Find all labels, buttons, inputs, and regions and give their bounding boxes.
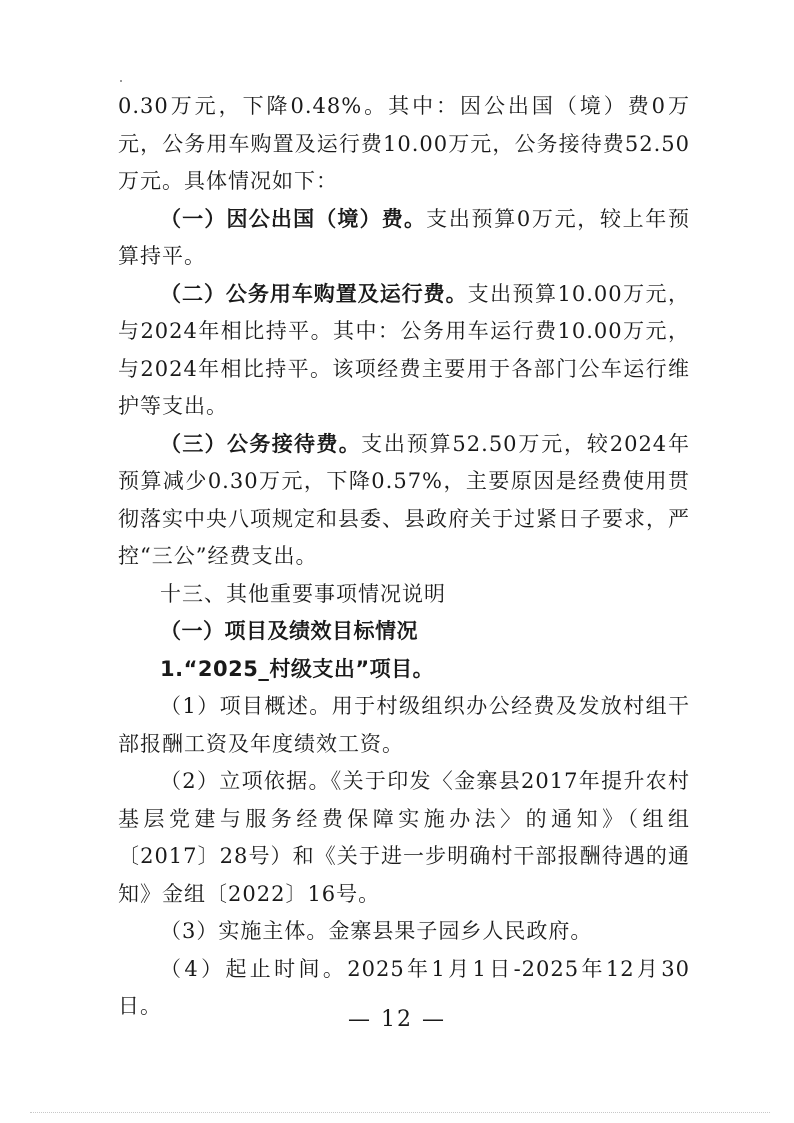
item-basis: （2）立项依据。《关于印发〈金寨县2017年提升农村基层党建与服务经费保障实施办法〉的通知》（组组〔2017〕28号）和《关于进一步明确村干部报酬待遇的通知》金组〔2022〕16号。 bbox=[118, 769, 690, 906]
scan-speck bbox=[120, 80, 122, 82]
scan-edge-line bbox=[30, 1112, 770, 1113]
paragraph-reception bbox=[118, 426, 690, 576]
paragraph-text: 支出预算0万元，较上年预算持平。 bbox=[118, 206, 690, 268]
item-period: （4）起止时间。2025年1月1日-2025年12月30日。 bbox=[118, 956, 690, 1018]
paragraph-lead: （一）因公出国（境）费。 bbox=[160, 206, 427, 231]
paragraph-vehicle bbox=[118, 276, 690, 426]
item-executor: （3）实施主体。金寨县果子园乡人民政府。 bbox=[160, 919, 593, 943]
page-number: — 12 — bbox=[348, 1007, 446, 1032]
paragraph-text: 支出预算52.50万元，较2024年预算减少0.30万元，下降0.57%，主要原因是经费使用贯彻落实中央八项规定和县委、县政府关于过紧日子要求，严控“三公”经费支出。 bbox=[118, 431, 691, 568]
paragraph-overseas-travel bbox=[118, 201, 690, 276]
paragraph-text: 支出预算10.00万元，与2024年相比持平。其中：公务用车运行费10.00万元，与2024年相比持平。该项经费主要用于各部门公车运行维护等支出。 bbox=[118, 281, 691, 418]
paragraph-intro bbox=[118, 88, 690, 201]
item-overview: （1）项目概述。用于村级组织办公经费及发放村组干部报酬工资及年度绩效工资。 bbox=[118, 694, 690, 756]
paragraph-lead: （三）公务接待费。 bbox=[160, 431, 362, 456]
paragraph-lead: （二）公务用车购置及运行费。 bbox=[160, 281, 468, 306]
document-body bbox=[118, 88, 690, 1026]
subsection-title: （一）项目及绩效目标情况 bbox=[160, 619, 418, 643]
project-title: 1.“2025_村级支出”项目。 bbox=[160, 656, 435, 681]
section-title: 十三、其他重要事项情况说明 bbox=[160, 581, 446, 606]
paragraph-text: 0.30万元，下降0.48%。其中：因公出国（境）费0万元，公务用车购置及运行费10.00万元，公务接待费52.50万元。具体情况如下： bbox=[118, 94, 690, 193]
